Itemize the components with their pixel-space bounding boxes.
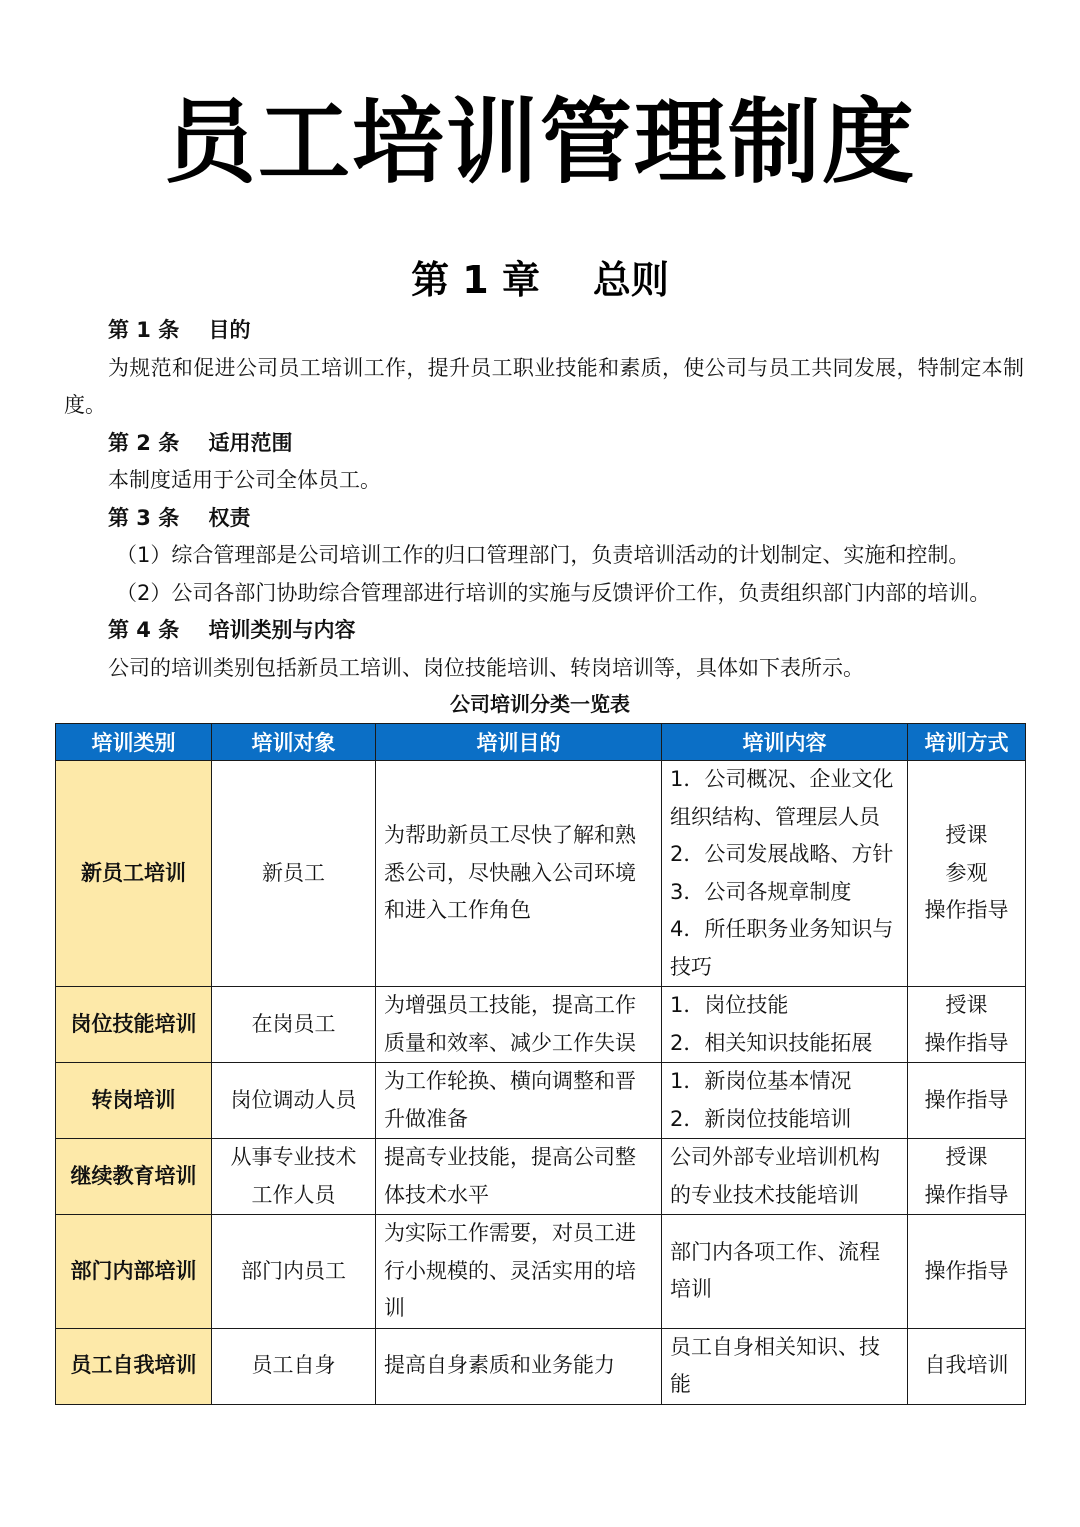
cell-line: 新员工 — [262, 860, 325, 885]
document-title: 员工培训管理制度 — [163, 89, 916, 196]
cell-line: 参观 — [945, 860, 988, 885]
cell-line: 部门内各项工作、流程 — [670, 1239, 880, 1264]
cell-line: 工作人员 — [251, 1182, 336, 1207]
row-target — [212, 1063, 376, 1139]
row-purpose — [376, 987, 662, 1063]
cell-line: 提高自身素质和业务能力 — [384, 1353, 615, 1378]
row-method — [908, 761, 1026, 987]
training-category-table — [55, 723, 1026, 1405]
article-4-text: 公司的培训类别包括新员工培训、岗位技能培训、转岗培训等，具体如下表所示。 — [108, 655, 864, 680]
row-method — [908, 1063, 1026, 1139]
header-method: 培训方式 — [908, 724, 1026, 761]
cell-line: 2．相关知识技能拓展 — [670, 1030, 873, 1055]
cell-line: 3．公司各规章制度 — [670, 879, 852, 904]
row-purpose — [376, 761, 662, 987]
cell-line: 升做准备 — [384, 1106, 468, 1131]
cell-line: 1．新岗位基本情况 — [670, 1069, 852, 1093]
cell-line: 为工作轮换、横向调整和晋 — [384, 1069, 636, 1093]
row-target — [212, 987, 376, 1063]
cell-line: 为帮助新员工尽快了解和熟 — [384, 823, 636, 848]
cell-line: 自我培训 — [924, 1353, 1009, 1378]
article-1-text: 为规范和促进公司员工培训工作，提升员工职业技能和素质，使公司与员工共同发展，特制定本制度。 — [64, 355, 1024, 417]
row-category: 继续教育培训 — [56, 1139, 212, 1215]
header-purpose: 培训目的 — [376, 724, 662, 761]
cell-line: 授课 — [945, 1145, 988, 1169]
cell-line: 2．公司发展战略、方针 — [670, 842, 894, 866]
table-caption: 公司培训分类一览表 — [450, 692, 630, 716]
cell-line: 为增强员工技能，提高工作 — [384, 993, 636, 1017]
table-row — [56, 761, 1026, 987]
cell-line: 4．所任职务业务知识与 — [670, 917, 894, 941]
cell-line: 为实际工作需要，对员工进 — [384, 1221, 636, 1245]
article-2-text: 本制度适用于公司全体员工。 — [108, 468, 381, 492]
row-content — [662, 761, 908, 987]
chapter-title: 第 1 章 总则 — [411, 258, 669, 302]
cell-line: 组织结构、管理层人员 — [670, 804, 880, 829]
row-category: 部门内部培训 — [56, 1215, 212, 1329]
cell-line: 从事专业技术 — [230, 1145, 357, 1169]
row-content — [662, 1215, 908, 1329]
cell-line: 1．公司概况、企业文化 — [670, 767, 894, 791]
cell-line: 训 — [384, 1296, 405, 1320]
cell-line: 操作指导 — [924, 898, 1009, 923]
cell-line: 质量和效率、减少工作失误 — [384, 1030, 636, 1055]
cell-line: 在岗员工 — [251, 1011, 336, 1036]
cell-line: 能 — [670, 1372, 691, 1396]
header-category: 培训类别 — [56, 724, 212, 761]
cell-line: 授课 — [945, 823, 988, 848]
cell-line: 操作指导 — [924, 1087, 1009, 1112]
cell-line: 2．新岗位技能培训 — [670, 1106, 852, 1131]
row-category: 新员工培训 — [56, 761, 212, 987]
cell-line: 部门内员工 — [241, 1258, 346, 1283]
row-method — [908, 1215, 1026, 1329]
row-method — [908, 1139, 1026, 1215]
cell-line: 公司外部专业培训机构 — [670, 1145, 880, 1169]
cell-line: 行小规模的、灵活实用的培 — [384, 1258, 636, 1283]
cell-line: 的专业技术技能培训 — [670, 1182, 859, 1207]
cell-line: 体技术水平 — [384, 1182, 489, 1207]
row-purpose — [376, 1215, 662, 1329]
article-3-item-2: （2）公司各部门协助综合管理部进行培训的实施与反馈评价工作，负责组织部门内部的培训。 — [116, 580, 991, 605]
cell-line: 提高专业技能，提高公司整 — [384, 1145, 636, 1169]
row-method — [908, 987, 1026, 1063]
cell-line: 悉公司，尽快融入公司环境 — [384, 860, 636, 885]
article-4-heading: 第 4 条 培训类别与内容 — [108, 618, 356, 642]
row-content — [662, 1063, 908, 1139]
row-category: 转岗培训 — [56, 1063, 212, 1139]
row-target — [212, 761, 376, 987]
cell-line: 1．岗位技能 — [670, 993, 789, 1017]
row-category: 员工自我培训 — [56, 1328, 212, 1404]
row-target — [212, 1139, 376, 1215]
cell-line: 员工自身相关知识、技 — [670, 1334, 880, 1359]
table-row — [56, 1139, 1026, 1215]
table-row — [56, 987, 1026, 1063]
cell-line: 技巧 — [670, 954, 712, 979]
row-purpose — [376, 1328, 662, 1404]
row-target — [212, 1328, 376, 1404]
cell-line: 岗位调动人员 — [230, 1087, 357, 1112]
article-3-item-1: （1）综合管理部是公司培训工作的归口管理部门，负责培训活动的计划制定、实施和控制。 — [116, 543, 970, 567]
cell-line: 操作指导 — [924, 1258, 1009, 1283]
row-content — [662, 987, 908, 1063]
cell-line: 操作指导 — [924, 1030, 1009, 1055]
cell-line: 授课 — [945, 993, 988, 1017]
header-content: 培训内容 — [662, 724, 908, 761]
row-method — [908, 1328, 1026, 1404]
article-section — [64, 312, 1024, 687]
row-category: 岗位技能培训 — [56, 987, 212, 1063]
row-target — [212, 1215, 376, 1329]
table-row — [56, 1328, 1026, 1404]
cell-line: 员工自身 — [251, 1353, 336, 1378]
table-row — [56, 1063, 1026, 1139]
article-2-heading: 第 2 条 适用范围 — [108, 430, 293, 455]
cell-line: 培训 — [670, 1277, 712, 1302]
row-content — [662, 1139, 908, 1215]
cell-line: 和进入工作角色 — [384, 898, 531, 923]
row-purpose — [376, 1139, 662, 1215]
row-content — [662, 1328, 908, 1404]
row-purpose — [376, 1063, 662, 1139]
header-target: 培训对象 — [212, 724, 376, 761]
article-1-heading: 第 1 条 目的 — [108, 318, 251, 342]
article-3-heading: 第 3 条 权责 — [108, 505, 251, 530]
cell-line: 操作指导 — [924, 1182, 1009, 1207]
table-header-row — [56, 724, 1026, 761]
table-row — [56, 1215, 1026, 1329]
